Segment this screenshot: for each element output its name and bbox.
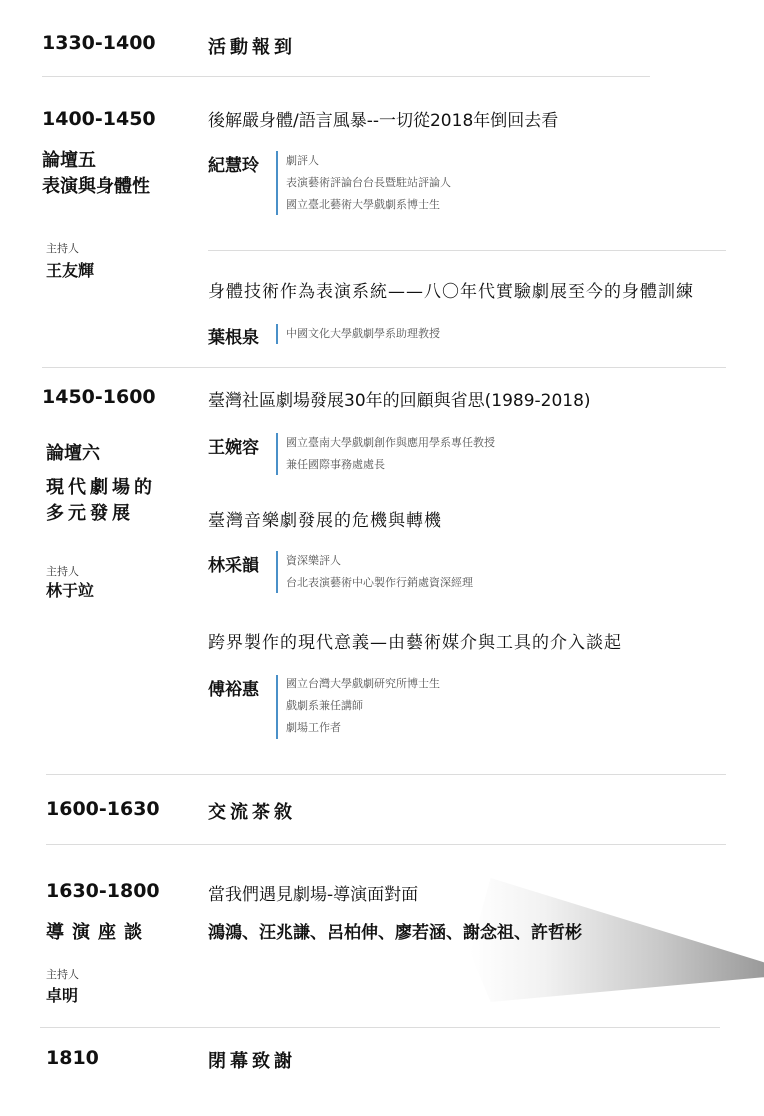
session-title-tea-break: 交流茶敘 bbox=[208, 802, 296, 823]
time-1630-1800: 1630-1800 bbox=[46, 880, 160, 902]
bio-line: 劇場工作者 bbox=[286, 721, 341, 734]
talk-title: 跨界製作的現代意義—由藝術媒介與工具的介入談起 bbox=[208, 633, 622, 653]
bio-line: 劇評人 bbox=[286, 154, 319, 167]
bio-line: 兼任國際事務處處長 bbox=[286, 458, 385, 471]
director-talk-label: 導演座談 bbox=[46, 922, 150, 943]
time-1400-1450: 1400-1450 bbox=[42, 108, 156, 130]
talk-title: 臺灣社區劇場發展30年的回顧與省思(1989-2018) bbox=[208, 391, 591, 411]
speaker-divider-bar bbox=[276, 433, 278, 475]
speaker-bio bbox=[286, 550, 473, 594]
divider bbox=[46, 774, 726, 775]
forum-6-name-line2: 多元發展 bbox=[46, 503, 134, 524]
bio-line: 中國文化大學戲劇學系助理教授 bbox=[286, 327, 440, 340]
speaker-bio bbox=[286, 673, 440, 739]
session-title-closing: 閉幕致謝 bbox=[208, 1051, 296, 1072]
speaker-divider-bar bbox=[276, 551, 278, 593]
speaker-bio bbox=[286, 150, 451, 216]
speaker-name: 紀慧玲 bbox=[208, 156, 259, 176]
panelist-names: 鴻鴻、汪兆謙、呂柏伸、廖若涵、謝念祖、許哲彬 bbox=[208, 923, 582, 943]
talk-title: 後解嚴身體/語言風暴--一切從2018年倒回去看 bbox=[208, 111, 559, 131]
host-name: 王友輝 bbox=[46, 261, 95, 280]
talk-title: 身體技術作為表演系統——八〇年代實驗劇展至今的身體訓練 bbox=[208, 282, 694, 302]
talk-title: 臺灣音樂劇發展的危機與轉機 bbox=[208, 511, 442, 531]
forum-5-name: 表演與身體性 bbox=[42, 176, 150, 197]
talk-title: 當我們遇見劇場-導演面對面 bbox=[208, 885, 419, 905]
divider bbox=[46, 844, 726, 845]
speaker-divider-bar bbox=[276, 324, 278, 344]
bio-line: 表演藝術評論台台長暨駐站評論人 bbox=[286, 176, 451, 189]
speaker-bio bbox=[286, 432, 495, 476]
divider bbox=[42, 76, 650, 77]
speaker-name: 王婉容 bbox=[208, 438, 259, 458]
speaker-name: 傅裕惠 bbox=[208, 680, 259, 700]
speaker-bio bbox=[286, 323, 440, 345]
divider bbox=[208, 250, 726, 251]
host-label: 主持人 bbox=[46, 242, 79, 255]
speaker-name: 葉根泉 bbox=[208, 328, 259, 348]
forum-6-name-line1: 現代劇場的 bbox=[46, 477, 156, 498]
bio-line: 台北表演藝術中心製作行銷處資深經理 bbox=[286, 576, 473, 589]
host-label: 主持人 bbox=[46, 968, 79, 981]
speaker-divider-bar bbox=[276, 151, 278, 215]
time-1330-1400: 1330-1400 bbox=[42, 32, 156, 54]
time-1810: 1810 bbox=[46, 1047, 99, 1069]
host-name: 卓明 bbox=[46, 986, 79, 1005]
divider bbox=[40, 1027, 720, 1028]
forum-6-label: 論壇六 bbox=[46, 443, 100, 464]
host-label: 主持人 bbox=[46, 565, 79, 578]
speaker-divider-bar bbox=[276, 675, 278, 739]
session-title-registration: 活動報到 bbox=[208, 37, 296, 58]
bio-line: 戲劇系兼任講師 bbox=[286, 699, 363, 712]
bio-line: 國立臺北藝術大學戲劇系博士生 bbox=[286, 198, 440, 211]
bio-line: 資深樂評人 bbox=[286, 554, 341, 567]
time-1450-1600: 1450-1600 bbox=[42, 386, 156, 408]
forum-5-label: 論壇五 bbox=[42, 150, 96, 171]
bio-line: 國立臺南大學戲劇創作與應用學系專任教授 bbox=[286, 436, 495, 449]
time-1600-1630: 1600-1630 bbox=[46, 798, 160, 820]
bio-line: 國立台灣大學戲劇研究所博士生 bbox=[286, 677, 440, 690]
speaker-name: 林采韻 bbox=[208, 556, 259, 576]
host-name: 林于竝 bbox=[46, 581, 95, 600]
divider bbox=[42, 367, 726, 368]
